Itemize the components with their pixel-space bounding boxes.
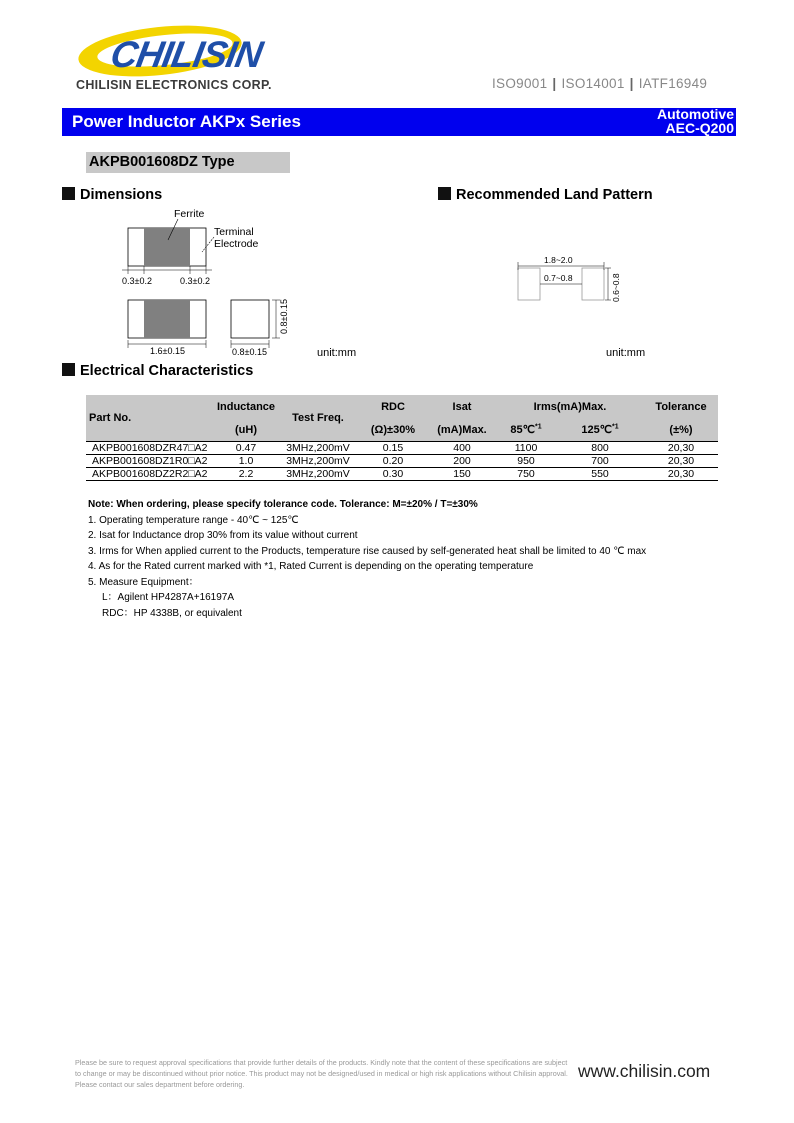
header-tolerance: Tolerance xyxy=(644,395,718,419)
electrical-table xyxy=(86,395,718,481)
chilisin-logo xyxy=(75,22,275,78)
header-inductance-unit: (uH) xyxy=(214,419,278,441)
cell-part-no: AKPB001608DZR47□A2 xyxy=(86,441,214,454)
header-rdc: RDC xyxy=(358,395,428,419)
cell-rdc: 0.20 xyxy=(358,454,428,467)
cell-irms-85: 750 xyxy=(496,467,556,480)
note-item: 2. Isat for Inductance drop 30% from its value without current xyxy=(88,530,358,541)
header-irms: Irms(mA)Max. xyxy=(496,395,644,419)
cell-test-freq: 3MHz,200mV xyxy=(278,441,358,454)
banner-aec-q200: AEC-Q200 xyxy=(665,120,734,136)
header-tolerance-unit: (±%) xyxy=(644,419,718,441)
cert-separator: | xyxy=(552,76,557,91)
cell-isat: 400 xyxy=(428,441,496,454)
note-item: 5. Measure Equipment： xyxy=(88,576,199,588)
cert-iatf16949: IATF16949 xyxy=(638,76,708,91)
footer-disclaimer: Please be sure to request approval specifications that provide further details of the products. Kindly note that the content of these specifications are subject to change or may be discontinued without prior notice. This product may not be designed/used in medical or high risk applications without Chilisin approval. Please contact our sales department before ordering. xyxy=(75,1058,568,1089)
label-land-outer: 1.8~2.0 xyxy=(544,255,573,265)
cell-irms-125: 800 xyxy=(556,441,644,454)
equipment-rdc: RDC：HP 4338B, or equivalent xyxy=(102,607,242,619)
square-bullet-icon xyxy=(62,363,75,376)
table-row xyxy=(86,454,718,467)
company-name: CHILISIN ELECTRONICS CORP. xyxy=(76,78,272,92)
cell-tolerance: 20,30 xyxy=(644,454,718,467)
irms-85-sup: *1 xyxy=(534,423,542,431)
cell-irms-125: 550 xyxy=(556,467,644,480)
header-irms-85 xyxy=(496,419,556,441)
square-bullet-icon xyxy=(438,187,451,200)
electrical-heading xyxy=(62,363,253,379)
cell-tolerance: 20,30 xyxy=(644,467,718,480)
irms-125-text: 125℃ xyxy=(581,424,613,437)
cell-inductance: 0.47 xyxy=(214,441,278,454)
land-pattern-heading-text: Recommended Land Pattern xyxy=(456,187,653,203)
table-header-row xyxy=(86,395,718,419)
irms-85-text: 85℃ xyxy=(510,424,535,437)
cert-separator: | xyxy=(629,76,634,91)
banner-grade xyxy=(657,107,734,135)
note-item: 3. Irms for When applied current to the Products, temperature rise caused by self-generated heat shall be limited to 40 ℃ max xyxy=(88,545,647,557)
dimensions-drawing xyxy=(110,204,310,360)
header-part-no: Part No. xyxy=(86,395,214,441)
table-row xyxy=(86,441,718,454)
cell-irms-85: 1100 xyxy=(496,441,556,454)
land-pattern-unit: unit:mm xyxy=(606,347,646,359)
cell-test-freq: 3MHz,200mV xyxy=(278,454,358,467)
type-label: AKPB001608DZ Type xyxy=(89,154,235,170)
cell-rdc: 0.15 xyxy=(358,441,428,454)
land-pattern-heading xyxy=(438,187,653,203)
cell-inductance: 2.2 xyxy=(214,467,278,480)
cell-irms-125: 700 xyxy=(556,454,644,467)
logo-wordmark: CHILISIN xyxy=(107,33,266,75)
cell-inductance: 1.0 xyxy=(214,454,278,467)
website-link[interactable]: www.chilisin.com xyxy=(578,1061,711,1081)
cert-iso9001: ISO9001 xyxy=(492,76,548,91)
cell-isat: 150 xyxy=(428,467,496,480)
label-ferrite: Ferrite xyxy=(174,208,205,220)
cell-part-no: AKPB001608DZ1R0□A2 xyxy=(86,454,214,467)
header-irms-125 xyxy=(556,419,644,441)
type-label-box xyxy=(86,152,290,173)
electrical-heading-text: Electrical Characteristics xyxy=(80,363,254,379)
cell-part-no: AKPB001608DZ2R2□A2 xyxy=(86,467,214,480)
ordering-note: Note: When ordering, please specify tolerance code. Tolerance: M=±20% / T=±30% xyxy=(88,499,478,510)
banner-automotive: Automotive xyxy=(657,106,734,122)
note-item: 1. Operating temperature range - 40℃ ~ 125℃ xyxy=(88,514,299,526)
cell-isat: 200 xyxy=(428,454,496,467)
header-isat-unit: (mA)Max. xyxy=(428,419,496,441)
header-test-freq: Test Freq. xyxy=(278,395,358,441)
table-row xyxy=(86,467,718,480)
label-electrode: Electrode xyxy=(214,238,259,250)
note-item: 4. As for the Rated current marked with *1, Rated Current is depending on the operating temperature xyxy=(88,561,534,572)
label-land-inner: 0.7~0.8 xyxy=(544,273,573,283)
cell-irms-85: 950 xyxy=(496,454,556,467)
equipment-l: L：Agilent HP4287A+16197A xyxy=(102,592,235,603)
dimensions-heading xyxy=(62,187,162,203)
label-terminal: Terminal xyxy=(214,226,254,238)
label-height: 0.8±0.15 xyxy=(279,299,289,334)
irms-125-sup: *1 xyxy=(612,423,619,431)
header-rdc-unit: (Ω)±30% xyxy=(358,419,428,441)
label-length: 1.6±0.15 xyxy=(150,346,185,356)
square-bullet-icon xyxy=(62,187,75,200)
header-isat: Isat xyxy=(428,395,496,419)
label-land-height: 0.6~0.8 xyxy=(611,273,621,302)
label-dim-b: 0.3±0.2 xyxy=(180,276,210,286)
dimensions-heading-text: Dimensions xyxy=(80,187,163,203)
cell-tolerance: 20,30 xyxy=(644,441,718,454)
land-pattern-drawing xyxy=(510,252,630,312)
cell-rdc: 0.30 xyxy=(358,467,428,480)
dimensions-unit: unit:mm xyxy=(317,347,357,359)
cell-test-freq: 3MHz,200mV xyxy=(278,467,358,480)
label-dim-a: 0.3±0.2 xyxy=(122,276,152,286)
cert-iso14001: ISO14001 xyxy=(561,76,625,91)
notes xyxy=(88,497,646,621)
label-width: 0.8±0.15 xyxy=(232,347,267,357)
certifications xyxy=(492,76,707,91)
header-inductance: Inductance xyxy=(214,395,278,419)
banner-title: Power Inductor AKPx Series xyxy=(72,112,301,131)
